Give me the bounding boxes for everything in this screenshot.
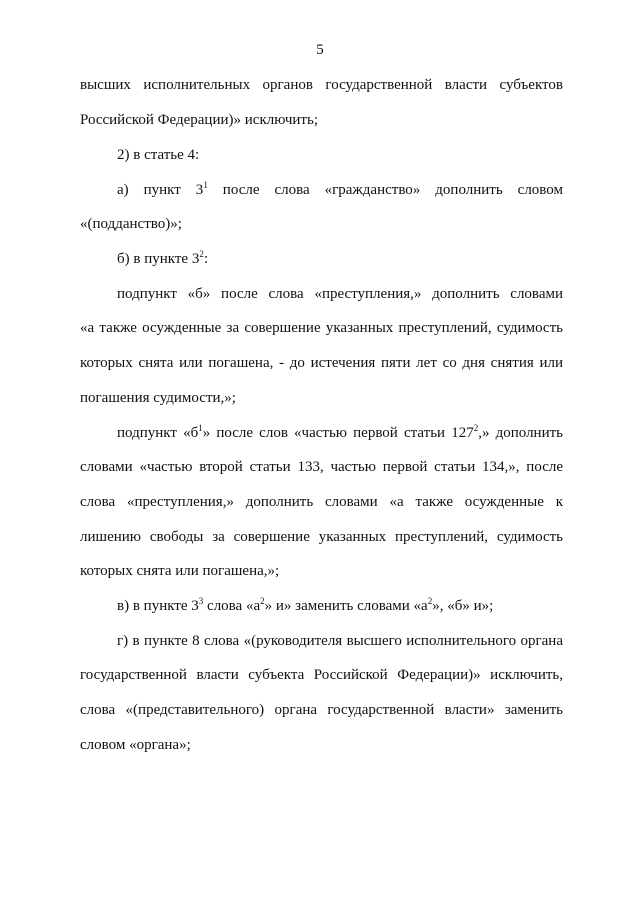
- text-line: подпункт «$б^1$» после слов «частью первой статьи $127^2$,» дополнить: [117, 423, 564, 441]
- text-line: высших исполнительных органов государственной власти субъектов: [80, 77, 563, 93]
- page-number: 5: [316, 42, 324, 58]
- text-line: которых снята или погашена,»;: [80, 563, 280, 579]
- text-line: б) в пункте $3^2$:: [117, 249, 208, 267]
- text-line: погашения судимости,»;: [80, 390, 236, 406]
- text-line: «(подданство)»;: [80, 216, 182, 232]
- text-line: «а также осужденные за совершение указанных преступлений, судимость: [80, 320, 563, 336]
- text-line: слова «преступления,» дополнить словами «а также осужденные к: [80, 494, 563, 510]
- text-line: 2) в статье 4:: [117, 147, 200, 163]
- text-line: Российской Федерации)» исключить;: [80, 112, 318, 128]
- text-line: словом «органа»;: [80, 737, 191, 753]
- text-line: в) в пункте $3^3$ слова «$а^2$» и» заменить словами «$а^2$», «б» и»;: [117, 596, 494, 614]
- text-line: государственной власти субъекта Российской Федерации)» исключить,: [80, 667, 563, 683]
- text-line: а) пункт $3^1$ после слова «гражданство» дополнить словом: [117, 180, 563, 198]
- text-line: г) в пункте 8 слова «(руководителя высшего исполнительного органа: [117, 633, 563, 649]
- text-line: лишению свободы за совершение указанных преступлений, судимость: [80, 529, 563, 545]
- text-line: слова «(представительного) органа государственной власти» заменить: [80, 702, 563, 718]
- text-line: словами «частью второй статьи 133, частью первой статьи 134,», после: [80, 459, 563, 475]
- text-line: которых снята или погашена, - до истечения пяти лет со дня снятия или: [80, 355, 563, 371]
- text-line: подпункт «б» после слова «преступления,» дополнить словами: [117, 286, 563, 302]
